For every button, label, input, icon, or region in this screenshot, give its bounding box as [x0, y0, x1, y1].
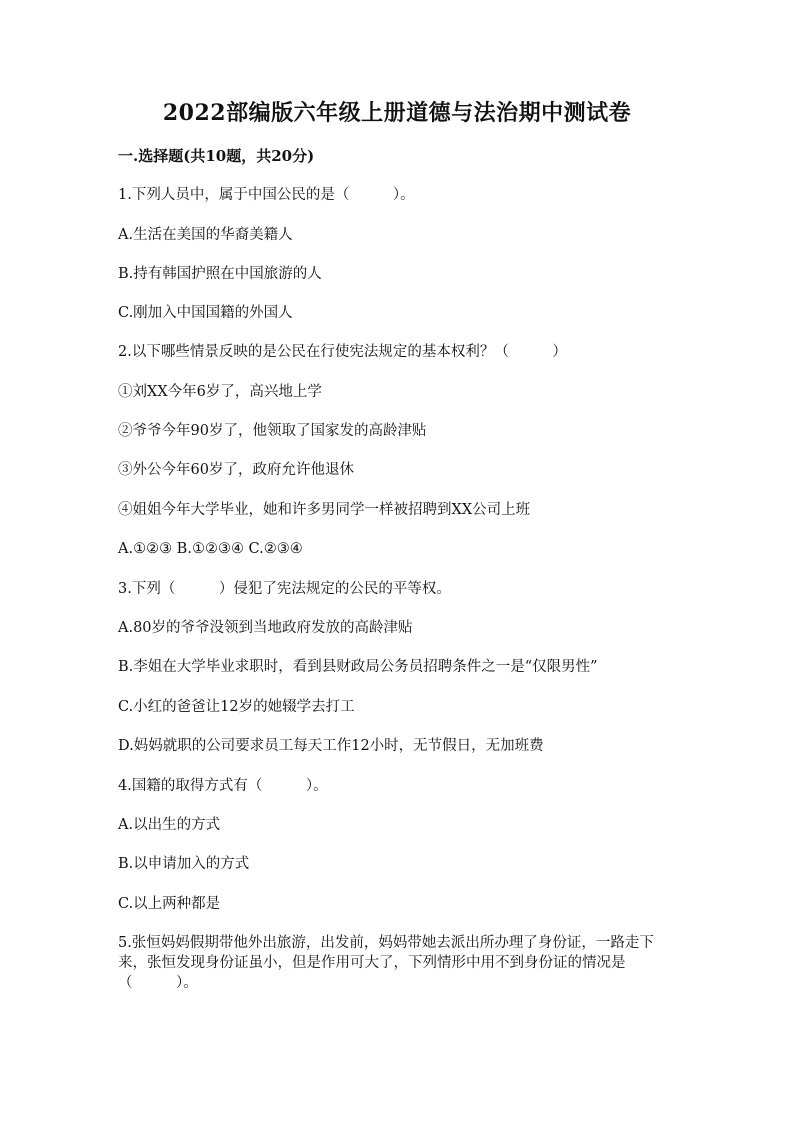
question-4-stem: 4.国籍的取得方式有（ ）。 [118, 778, 328, 794]
question-3-option-c[interactable]: C.小红的爸爸让12岁的她辍学去打工 [118, 699, 355, 715]
question-2-item-2: ②爷爷今年90岁了，他领取了国家发的高龄津贴 [118, 423, 427, 439]
question-2-item-4: ④姐姐今年大学毕业，她和许多男同学一样被招聘到XX公司上班 [118, 502, 531, 518]
question-3-option-a[interactable]: A.80岁的爷爷没领到当地政府发放的高龄津贴 [118, 620, 413, 636]
question-1-option-c[interactable]: C.刚加入中国国籍的外国人 [118, 305, 293, 321]
question-2-item-1: ①刘XX今年6岁了，高兴地上学 [118, 384, 322, 400]
question-4-option-a[interactable]: A.以出生的方式 [118, 817, 221, 833]
question-1-option-b[interactable]: B.持有韩国护照在中国旅游的人 [118, 266, 322, 282]
question-2-item-3: ③外公今年60岁了，政府允许他退休 [118, 462, 354, 478]
question-3-stem: 3.下列（ ）侵犯了宪法规定的公民的平等权。 [118, 581, 451, 597]
question-5-stem: 5.张恒妈妈假期带他外出旅游，出发前，妈妈带她去派出所办理了身份证，一路走下来，张恒发现身份证虽小，但是作用可大了，下列情形中用不到身份证的情况是（ ）。 [118, 935, 654, 991]
page-title: 2022部编版六年级上册道德与法治期中测试卷 [162, 100, 632, 126]
question-1-option-a[interactable]: A.生活在美国的华裔美籍人 [118, 227, 293, 243]
question-3-option-d[interactable]: D.妈妈就职的公司要求员工每天工作12小时，无节假日，无加班费 [118, 738, 544, 754]
question-4-option-c[interactable]: C.以上两种都是 [118, 896, 221, 912]
question-2-stem: 2.以下哪些情景反映的是公民在行使宪法规定的基本权利？（ ） [118, 344, 567, 360]
question-4-option-b[interactable]: B.以申请加入的方式 [118, 856, 250, 872]
question-3-option-b[interactable]: B.李姐在大学毕业求职时，看到县财政局公务员招聘条件之一是“仅限男性” [118, 659, 598, 675]
section-heading: 一.选择题(共10题，共20分) [118, 147, 315, 165]
question-1-stem: 1.下列人员中，属于中国公民的是（ ）。 [118, 187, 415, 203]
question-2-options[interactable]: A.①②③ B.①②③④ C.②③④ [118, 541, 303, 557]
